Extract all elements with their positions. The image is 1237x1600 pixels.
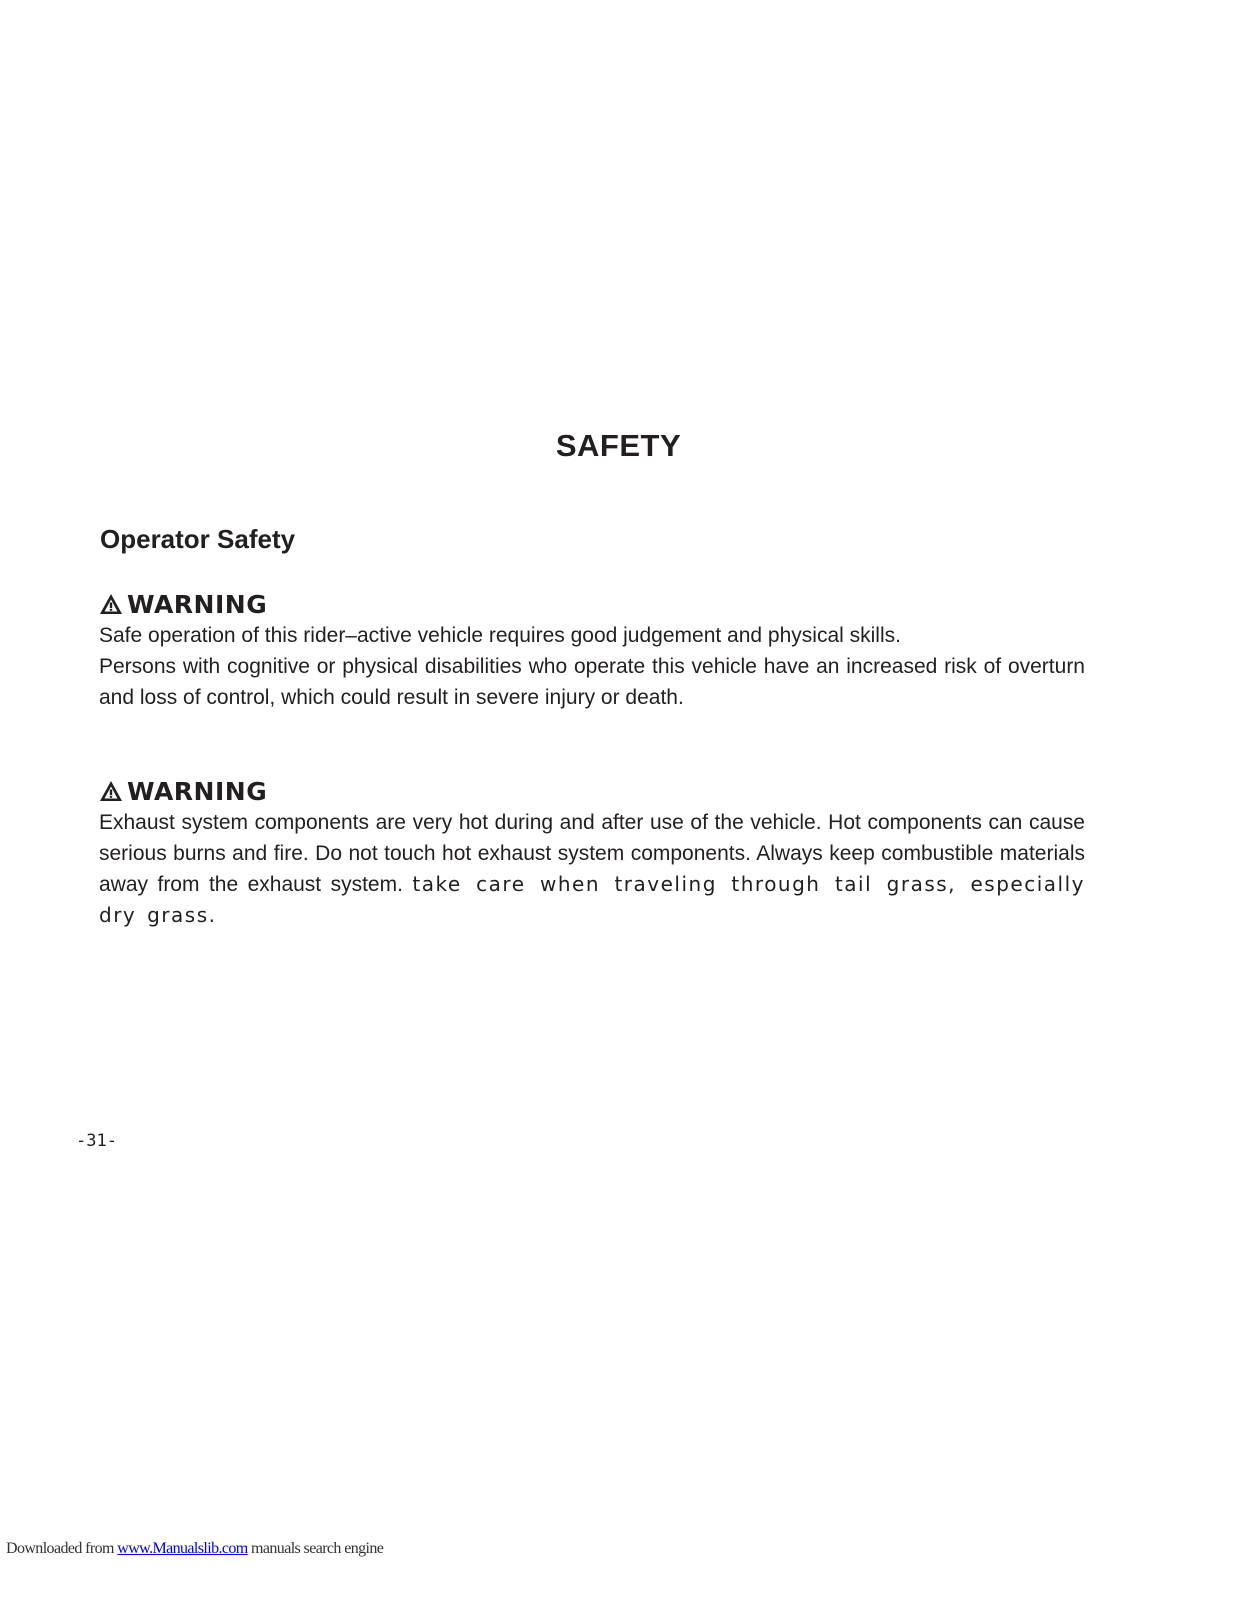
warning-label: WARNING	[127, 776, 268, 806]
warning-text-tail: take care when traveling through tail grass, especially dry grass.	[99, 872, 1085, 927]
page-title: SAFETY	[555, 428, 682, 463]
warning-label: WARNING	[127, 589, 268, 619]
manualslib-link[interactable]: www.Manualslib.com	[117, 1540, 248, 1557]
warning-triangle-icon	[99, 593, 123, 615]
warning-header	[99, 588, 1085, 620]
warning-text-line: Safe operation of this rider–active vehicle requires good judgement and physical skills.	[99, 624, 901, 647]
warning-text-paragraph: Persons with cognitive or physical disabilities who operate this vehicle have an increased risk of overturn and loss of control, which could result in severe injury or death.	[99, 655, 1085, 709]
warning-block-operation	[99, 588, 1085, 713]
footer-suffix: manuals search engine	[247, 1540, 384, 1557]
warning-header	[99, 775, 1085, 807]
section-heading-operator-safety: Operator Safety	[100, 524, 296, 554]
page-number: -31-	[76, 1131, 117, 1151]
warning-triangle-icon	[99, 780, 123, 802]
warning-text-main: Exhaust system components are very hot during and after use of the vehicle. Hot components can cause serious burns and fire. Do not touch hot exhaust system components. Always keep combustible materials away from the exhaust system.	[99, 811, 1085, 896]
download-footer	[6, 1540, 383, 1558]
warning-text-paragraph	[99, 807, 1085, 931]
footer-prefix: Downloaded from	[6, 1540, 118, 1557]
warning-block-exhaust	[99, 775, 1085, 931]
